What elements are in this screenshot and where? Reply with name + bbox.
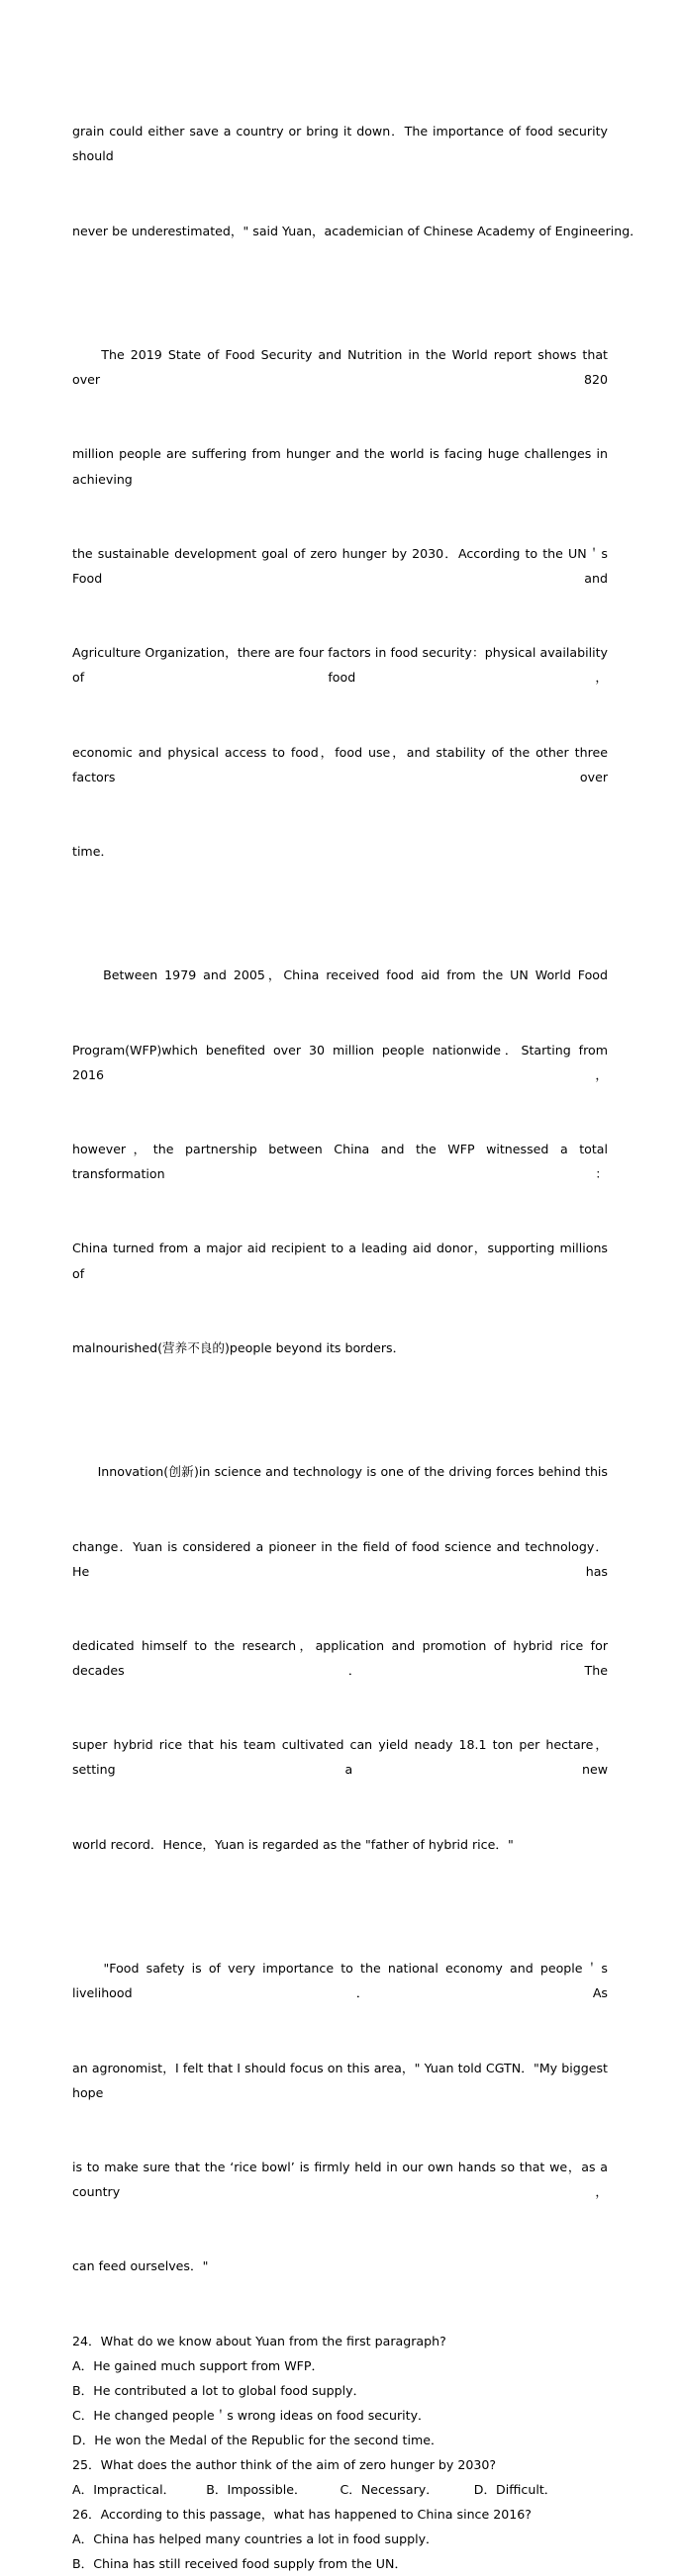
question-26-number: 26． (72, 2507, 101, 2523)
paragraph-3-line-3: however，the partnership between China and the WFP witnessed a total transformation： (72, 1142, 613, 1182)
paragraph-5 (72, 1906, 613, 2329)
paragraph-4-line-2: change．Yuan is considered a pioneer in the field of food science and technology．He has (72, 1538, 608, 1579)
question-24-option-b[interactable]: B．He contributed a lot to global food supply． (72, 2382, 366, 2398)
paragraph-2-line-5: economic and physical access to food，food use，and stability of the other three factors over (72, 744, 613, 784)
paragraph-3 (72, 913, 613, 1410)
question-24 (72, 2329, 608, 2452)
paragraph-5-line-1: "Food safety is of very importance to the national economy and people＇s livelihood．As (72, 1961, 613, 2001)
paragraph-2-line-1: The 2019 State of Food Security and Nutrition in the World report shows that over 820 (72, 347, 613, 388)
question-25-option-b[interactable]: B．Impossible． (206, 2482, 307, 2498)
paragraph-4-line-1: Innovation(创新)in science and technology is one of the driving forces behind this (72, 1464, 608, 1480)
paragraph-5-line-2: an agronomist，I felt that I should focus on this area，" Yuan told CGTN．"My biggest hope (72, 2060, 613, 2100)
question-26-stem (72, 2502, 608, 2527)
paragraph-1-line-2: never be underestimated，" said Yuan，academician of Chinese Academy of Engineering． (72, 223, 642, 238)
document-body (72, 69, 642, 2576)
paragraph-5-line-4: can feed ourselves．" (72, 2258, 209, 2274)
paragraph-2-line-2: million people are suffering from hunger and the world is facing huge challenges in achieving (72, 446, 613, 487)
paragraph-5-line-3: is to make sure that the ‘rice bowl’ is firmly held in our own hands so that we，as a country， (72, 2159, 613, 2199)
question-24-option-d[interactable]: D．He won the Medal of the Republic for the second time． (72, 2432, 443, 2447)
question-25 (72, 2452, 608, 2502)
question-24-option-c[interactable]: C．He changed people＇s wrong ideas on food security． (72, 2407, 431, 2423)
question-25-option-c[interactable]: C．Necessary． (340, 2482, 438, 2498)
paragraph-4-line-5: world record．Hence，Yuan is regarded as the "father of hybrid rice．" (72, 1836, 514, 1852)
paragraph-4 (72, 1410, 613, 1906)
question-26-option-a[interactable]: A．China has helped many countries a lot in food supply． (72, 2531, 438, 2547)
question-26-text: According to this passage，what has happened to China since 2016? (100, 2507, 532, 2523)
question-25-stem (72, 2452, 608, 2477)
paragraph-3-line-2: Program(WFP)which benefited over 30 million people nationwide．Starting from 2016， (72, 1042, 613, 1082)
question-25-option-d[interactable]: D．Difficult． (473, 2482, 557, 2498)
paragraph-2-line-4: Agriculture Organization，there are four factors in food security：physical availability of food， (72, 645, 613, 686)
paragraph-4-line-3: dedicated himself to the research，application and promotion of hybrid rice for decades．The (72, 1637, 613, 1678)
question-24-number: 24． (72, 2333, 101, 2348)
paragraph-2 (72, 293, 613, 913)
question-25-number: 25． (72, 2457, 101, 2472)
paragraph-4-line-4: super hybrid rice that his team cultivated can yield neady 18.1 ton per hectare，setting a new (72, 1737, 608, 1778)
paragraph-3-line-1: Between 1979 and 2005，China received food aid from the UN World Food (72, 967, 608, 983)
paragraph-1 (72, 69, 642, 293)
paragraph-2-line-6: time． (72, 843, 114, 859)
question-25-text: What does the author think of the aim of zero hunger by 2030? (100, 2457, 497, 2472)
paragraph-3-line-5: malnourished(营养不良的)people beyond its borders． (72, 1339, 406, 1355)
question-24-stem (72, 2329, 608, 2353)
paragraph-2-line-3: the sustainable development goal of zero hunger by 2030．According to the UN＇s Food and (72, 545, 613, 586)
question-25-options-row (72, 2477, 608, 2502)
question-26 (72, 2502, 608, 2576)
question-24-option-a[interactable]: A．He gained much support from WFP． (72, 2357, 325, 2373)
question-24-text: What do we know about Yuan from the first paragraph? (100, 2333, 446, 2348)
question-25-option-a[interactable]: A．Impractical． (72, 2482, 176, 2498)
paragraph-1-line-1: grain could either save a country or bring it down．The importance of food security should (72, 124, 613, 164)
question-26-option-b[interactable]: B．China has still received food supply from the UN． (72, 2556, 408, 2572)
paragraph-3-line-4: China turned from a major aid recipient to a leading aid donor，supporting millions of (72, 1241, 613, 1281)
